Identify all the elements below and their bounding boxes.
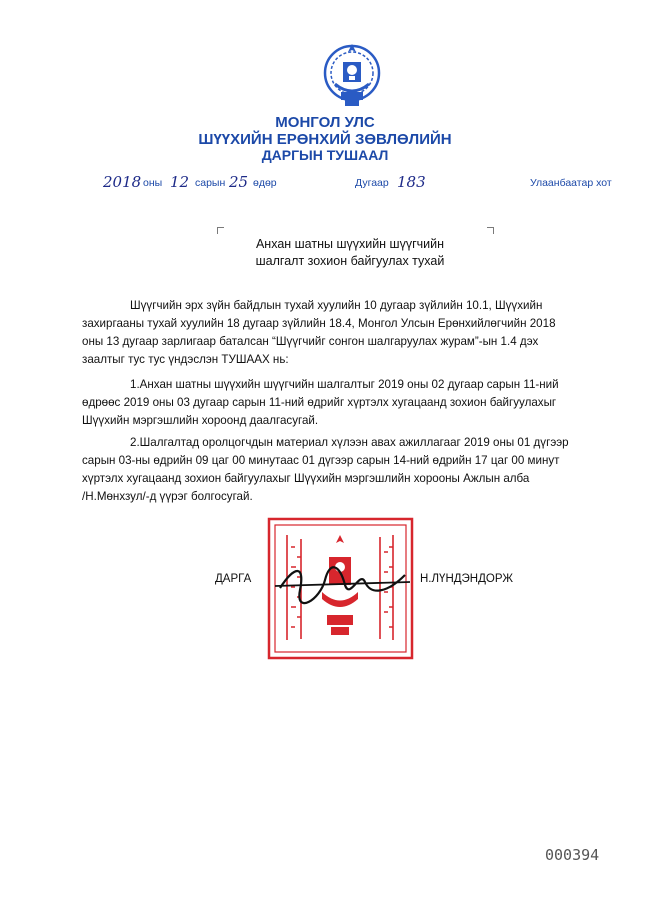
document-number: 183 (397, 173, 426, 191)
paragraph-line: 1.Анхан шатны шүүхийн шүүгчийн шалгалтыг 2019 оны 02 дугаар сарын 11-ний (130, 378, 559, 391)
document-serial-number: 000394 (545, 846, 600, 864)
date-day: 25 (229, 173, 249, 191)
paragraph-line: хүртэлх хугацаанд зохион байгуулахыг Шүүхийн мэргэшлийн хорооны Ажлын алба (82, 472, 530, 485)
paragraph-order-1 (82, 376, 559, 430)
signatory-name: Н.ЛҮНДЭНДОРЖ (420, 573, 513, 585)
paragraph-line: Шүүхийн мэргэшлийн хороонд даалгасугай. (82, 414, 319, 427)
subject-corner-mark-left (217, 227, 224, 234)
signatory-role: ДАРГА (215, 573, 252, 585)
paragraph-line: 2.Шалгалтад оролцогчдын материал хүлээн авах ажиллагааг 2019 оны 01 дүгээр (130, 436, 569, 449)
paragraph-order-2 (82, 434, 569, 506)
state-emblem-icon (323, 40, 381, 110)
paragraph-line: сарын 03-ны өдрийн 09 цаг 00 минутаас 01 дүгээр сарын 14-ний өдрийн 17 цаг 00 минут (82, 454, 560, 467)
date-month-suffix: сарын (195, 177, 226, 189)
date-number-line (0, 174, 650, 196)
paragraph-line: /Н.Мөнхзул/-д үүрэг болгосугай. (82, 490, 253, 503)
date-day-suffix: өдөр (253, 177, 277, 189)
paragraph-line: оны 13 дугаар зарлигаар баталсан “Шүүгчийг сонгон шалгаруулах журам”-ын 1.4 дэх (82, 335, 539, 348)
handwritten-signature (265, 560, 415, 605)
place-label: Улаанбаатар хот (530, 177, 612, 189)
subject-corner-mark-right (487, 227, 494, 234)
organization-name: ШҮҮХИЙН ЕРӨНХИЙ ЗӨВЛӨЛИЙН (198, 131, 452, 148)
date-year-suffix: оны (143, 177, 163, 189)
number-label: Дугаар (355, 177, 389, 189)
organization-country: МОНГОЛ УЛС (275, 114, 375, 131)
date-year: 2018 (103, 173, 142, 191)
subject-line-1: Анхан шатны шүүхийн шүүгчийн (255, 237, 445, 251)
date-month: 12 (170, 173, 190, 191)
paragraph-preamble (82, 297, 556, 369)
paragraph-line: өдрөөс 2019 оны 03 дугаар сарын 11-ний өдрийг хүртэлх хугацаанд зохион байгуулахыг (82, 396, 557, 409)
paragraph-line: Шүүгчийн эрх зүйн байдлын тухай хуулийн 10 дугаар зүйлийн 10.1, Шүүхийн (130, 299, 543, 312)
paragraph-line: заалтыг тус тус үндэслэн ТУШААХ нь: (82, 353, 289, 366)
paragraph-line: захиргааны тухай хуулийн 18 дугаар зүйлийн 18.4, Монгол Улсын Ерөнхийлөгчийн 2018 (82, 317, 556, 330)
subject-line-2: шалгалт зохион байгуулах тухай (255, 254, 445, 268)
document-type-title: ДАРГЫН ТУШААЛ (261, 147, 389, 163)
